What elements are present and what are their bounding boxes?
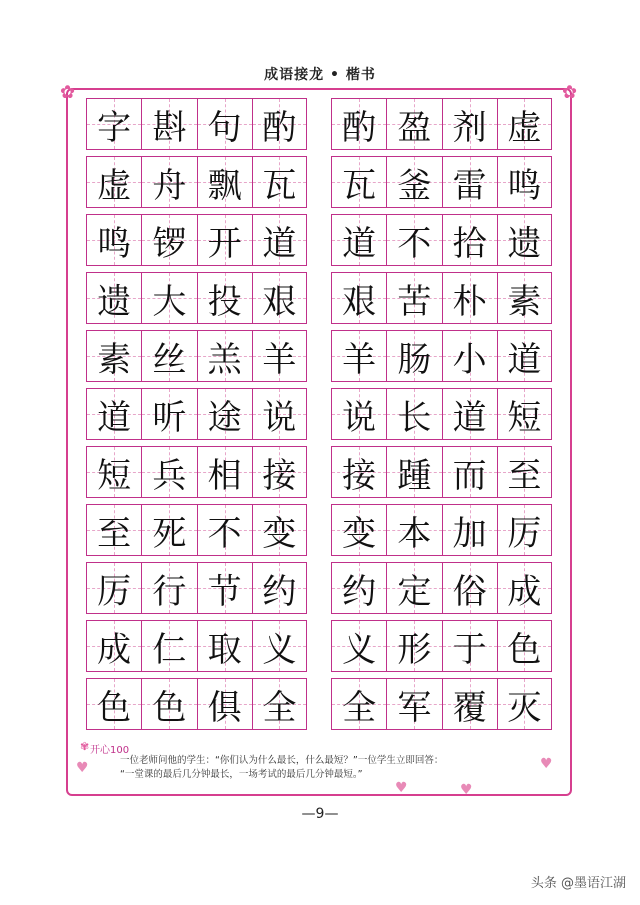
page-title: 成语接龙 • 楷书 — [264, 67, 376, 83]
idiom-character: 定 — [397, 571, 432, 612]
grid-cell — [386, 388, 441, 440]
idiom-character: 雷 — [452, 165, 487, 206]
grid-cell — [86, 330, 141, 382]
grid-cell — [442, 388, 497, 440]
idiom-character: 义 — [342, 629, 377, 670]
grid-row — [86, 446, 307, 498]
grid-cell — [497, 214, 552, 266]
heart-decoration-icon: ♥ — [76, 760, 89, 776]
grid-cell — [197, 620, 252, 672]
idiom-character: 肠 — [397, 339, 432, 380]
idiom-character: 而 — [452, 455, 487, 496]
idiom-character: 色 — [97, 687, 132, 728]
grid-row — [331, 388, 552, 440]
idiom-character: 艰 — [262, 281, 297, 322]
grid-row — [86, 98, 307, 150]
idiom-character: 加 — [452, 513, 487, 554]
grid-cell — [442, 678, 497, 730]
grid-cell — [86, 678, 141, 730]
grid-cell — [252, 504, 307, 556]
idiom-character: 行 — [152, 571, 187, 612]
grid-cell — [331, 98, 386, 150]
grid-cell — [497, 446, 552, 498]
grid-cell — [86, 156, 141, 208]
idiom-character: 酌 — [262, 107, 297, 148]
grid-row — [331, 98, 552, 150]
grid-cell — [497, 620, 552, 672]
idiom-character: 兵 — [152, 455, 187, 496]
grid-cell — [252, 678, 307, 730]
grid-cell — [331, 678, 386, 730]
idiom-character: 说 — [262, 397, 297, 438]
grid-cell — [141, 446, 196, 498]
grid-cell — [386, 330, 441, 382]
grid-row — [86, 620, 307, 672]
grid-cell — [141, 214, 196, 266]
idiom-character: 色 — [507, 629, 542, 670]
idiom-character: 于 — [452, 629, 487, 670]
grid-cell — [141, 98, 196, 150]
idiom-character: 约 — [342, 571, 377, 612]
tip-line: 一位老师问他的学生：“你们认为什么最长，什么最短？”一位学生立即回答： — [120, 755, 444, 766]
idiom-character: 灭 — [507, 687, 542, 728]
grid-cell — [442, 272, 497, 324]
grid-cell — [442, 446, 497, 498]
idiom-character: 相 — [207, 455, 242, 496]
idiom-character: 死 — [152, 513, 187, 554]
grid-cell — [252, 98, 307, 150]
grid-row — [86, 562, 307, 614]
grid-row — [86, 678, 307, 730]
grid-cell — [86, 272, 141, 324]
grid-row — [331, 620, 552, 672]
idiom-character: 变 — [342, 513, 377, 554]
grid-cell — [197, 156, 252, 208]
idiom-character: 成 — [97, 629, 132, 670]
idiom-character: 覆 — [452, 687, 487, 728]
idiom-character: 形 — [397, 629, 432, 670]
grid-cell — [497, 388, 552, 440]
grid-cell — [386, 214, 441, 266]
idiom-character: 义 — [262, 629, 297, 670]
grid-cell — [331, 214, 386, 266]
idiom-character: 至 — [507, 455, 542, 496]
grid-cell — [497, 678, 552, 730]
grid-cell — [497, 330, 552, 382]
idiom-character: 短 — [97, 455, 132, 496]
grid-cell — [197, 388, 252, 440]
grid-cell — [252, 272, 307, 324]
grid-cell — [141, 678, 196, 730]
idiom-character: 开 — [207, 223, 242, 264]
idiom-character: 瓦 — [342, 165, 377, 206]
idiom-character: 取 — [207, 629, 242, 670]
grid-cell — [252, 330, 307, 382]
idiom-character: 釜 — [397, 165, 432, 206]
grid-row — [86, 330, 307, 382]
idiom-character: 听 — [152, 397, 187, 438]
grid-cell — [252, 388, 307, 440]
flower-icon: ✾ — [80, 740, 90, 753]
idiom-character: 至 — [97, 513, 132, 554]
idiom-character: 虚 — [507, 107, 542, 148]
grid-cell — [497, 98, 552, 150]
idiom-character: 道 — [452, 397, 487, 438]
grid-cell — [497, 156, 552, 208]
grid-cell — [141, 504, 196, 556]
idiom-character: 本 — [397, 513, 432, 554]
idiom-character: 瓦 — [262, 165, 297, 206]
grid-row — [86, 504, 307, 556]
grid-cell — [497, 562, 552, 614]
idiom-character: 全 — [262, 687, 297, 728]
idiom-character: 大 — [152, 281, 187, 322]
heart-decoration-icon: ♥ — [460, 782, 473, 798]
idiom-character: 成 — [507, 571, 542, 612]
grid-cell — [252, 446, 307, 498]
idiom-character: 俱 — [207, 687, 242, 728]
grid-cell — [386, 562, 441, 614]
idiom-character: 接 — [342, 455, 377, 496]
heart-decoration-icon: ♥ — [395, 780, 408, 796]
grid-cell — [86, 388, 141, 440]
grid-cell — [86, 214, 141, 266]
grid-cell — [386, 156, 441, 208]
idiom-character: 遗 — [507, 223, 542, 264]
grid-cell — [331, 330, 386, 382]
grid-cell — [497, 272, 552, 324]
grid-cell — [442, 504, 497, 556]
grid-row — [86, 214, 307, 266]
idiom-character: 舟 — [152, 165, 187, 206]
grid-cell — [141, 330, 196, 382]
grid-cell — [331, 620, 386, 672]
idiom-character: 说 — [342, 397, 377, 438]
idiom-character: 苦 — [397, 281, 432, 322]
grid-cell — [386, 98, 441, 150]
idiom-character: 节 — [207, 571, 242, 612]
grid-row — [86, 388, 307, 440]
grid-cell — [442, 620, 497, 672]
grid-cell — [442, 214, 497, 266]
grid-row — [86, 156, 307, 208]
idiom-character: 句 — [207, 107, 242, 148]
grid-cell — [386, 446, 441, 498]
idiom-character: 军 — [397, 687, 432, 728]
idiom-character: 道 — [342, 223, 377, 264]
idiom-character: 朴 — [452, 281, 487, 322]
grid-cell — [331, 446, 386, 498]
grid-row — [331, 446, 552, 498]
grid-cell — [86, 562, 141, 614]
idiom-character: 接 — [262, 455, 297, 496]
right-grid — [331, 98, 552, 736]
idiom-character: 途 — [207, 397, 242, 438]
idiom-character: 俗 — [452, 571, 487, 612]
grid-cell — [141, 620, 196, 672]
grid-cell — [386, 620, 441, 672]
grid-cell — [252, 620, 307, 672]
idiom-character: 字 — [97, 107, 132, 148]
idiom-character: 羔 — [207, 339, 242, 380]
idiom-character: 踵 — [397, 455, 432, 496]
grid-row — [331, 156, 552, 208]
idiom-character: 投 — [207, 281, 242, 322]
idiom-character: 素 — [97, 339, 132, 380]
grid-row — [331, 330, 552, 382]
grid-row — [86, 272, 307, 324]
idiom-character: 羊 — [262, 339, 297, 380]
grid-cell — [141, 388, 196, 440]
idiom-character: 道 — [262, 223, 297, 264]
grid-cell — [442, 156, 497, 208]
grid-cell — [331, 272, 386, 324]
idiom-character: 羊 — [342, 339, 377, 380]
idiom-character: 长 — [397, 397, 432, 438]
idiom-character: 艰 — [342, 281, 377, 322]
idiom-character: 盈 — [397, 107, 432, 148]
grid-row — [331, 562, 552, 614]
idiom-character: 道 — [507, 339, 542, 380]
idiom-character: 丝 — [152, 339, 187, 380]
bow-ornament-icon: ✿ — [562, 82, 578, 103]
tip-line: “一堂课的最后几分钟最长，一场考试的最后几分钟最短。” — [120, 769, 363, 780]
grid-cell — [442, 98, 497, 150]
idiom-character: 斟 — [152, 107, 187, 148]
grid-cell — [197, 98, 252, 150]
idiom-character: 素 — [507, 281, 542, 322]
heart-decoration-icon: ♥ — [540, 756, 553, 772]
grid-cell — [141, 562, 196, 614]
grid-row — [331, 272, 552, 324]
grid-cell — [141, 156, 196, 208]
idiom-character: 色 — [152, 687, 187, 728]
grid-cell — [86, 620, 141, 672]
grid-row — [331, 504, 552, 556]
grid-cell — [197, 272, 252, 324]
idiom-character: 遗 — [97, 281, 132, 322]
idiom-character: 鸣 — [97, 223, 132, 264]
idiom-character: 锣 — [152, 223, 187, 264]
idiom-character: 仁 — [152, 629, 187, 670]
left-grid — [86, 98, 307, 736]
idiom-character: 全 — [342, 687, 377, 728]
grid-cell — [197, 562, 252, 614]
grid-cell — [497, 504, 552, 556]
idiom-character: 虚 — [97, 165, 132, 206]
grid-cell — [86, 98, 141, 150]
grid-cell — [331, 388, 386, 440]
idiom-character: 剂 — [452, 107, 487, 148]
grid-cell — [252, 156, 307, 208]
grid-cell — [197, 504, 252, 556]
tip-heading: 开心100 — [90, 745, 130, 756]
idiom-character: 道 — [97, 397, 132, 438]
grid-cell — [86, 504, 141, 556]
bow-ornament-icon: ✿ — [60, 82, 76, 103]
idiom-character: 不 — [207, 513, 242, 554]
grid-cell — [442, 562, 497, 614]
idiom-character: 不 — [397, 223, 432, 264]
grid-cell — [386, 504, 441, 556]
idiom-character: 厉 — [507, 513, 542, 554]
idiom-character: 变 — [262, 513, 297, 554]
grid-cell — [197, 330, 252, 382]
grid-row — [331, 214, 552, 266]
grid-cell — [141, 272, 196, 324]
idiom-character: 酌 — [342, 107, 377, 148]
grid-row — [331, 678, 552, 730]
grid-cell — [197, 446, 252, 498]
idiom-character: 短 — [507, 397, 542, 438]
idiom-character: 拾 — [452, 223, 487, 264]
grid-cell — [386, 678, 441, 730]
grid-cell — [252, 214, 307, 266]
grid-cell — [331, 156, 386, 208]
idiom-character: 小 — [452, 339, 487, 380]
watermark: 头条 @墨语江湖 — [530, 876, 626, 891]
idiom-character: 厉 — [97, 571, 132, 612]
idiom-character: 约 — [262, 571, 297, 612]
grid-cell — [197, 214, 252, 266]
grid-cell — [86, 446, 141, 498]
grid-cell — [252, 562, 307, 614]
idiom-character: 鸣 — [507, 165, 542, 206]
character-grid — [86, 98, 552, 736]
grid-cell — [442, 330, 497, 382]
grid-cell — [386, 272, 441, 324]
page-number: —9— — [301, 806, 339, 822]
grid-cell — [331, 562, 386, 614]
idiom-character: 飘 — [207, 165, 242, 206]
grid-cell — [197, 678, 252, 730]
grid-cell — [331, 504, 386, 556]
